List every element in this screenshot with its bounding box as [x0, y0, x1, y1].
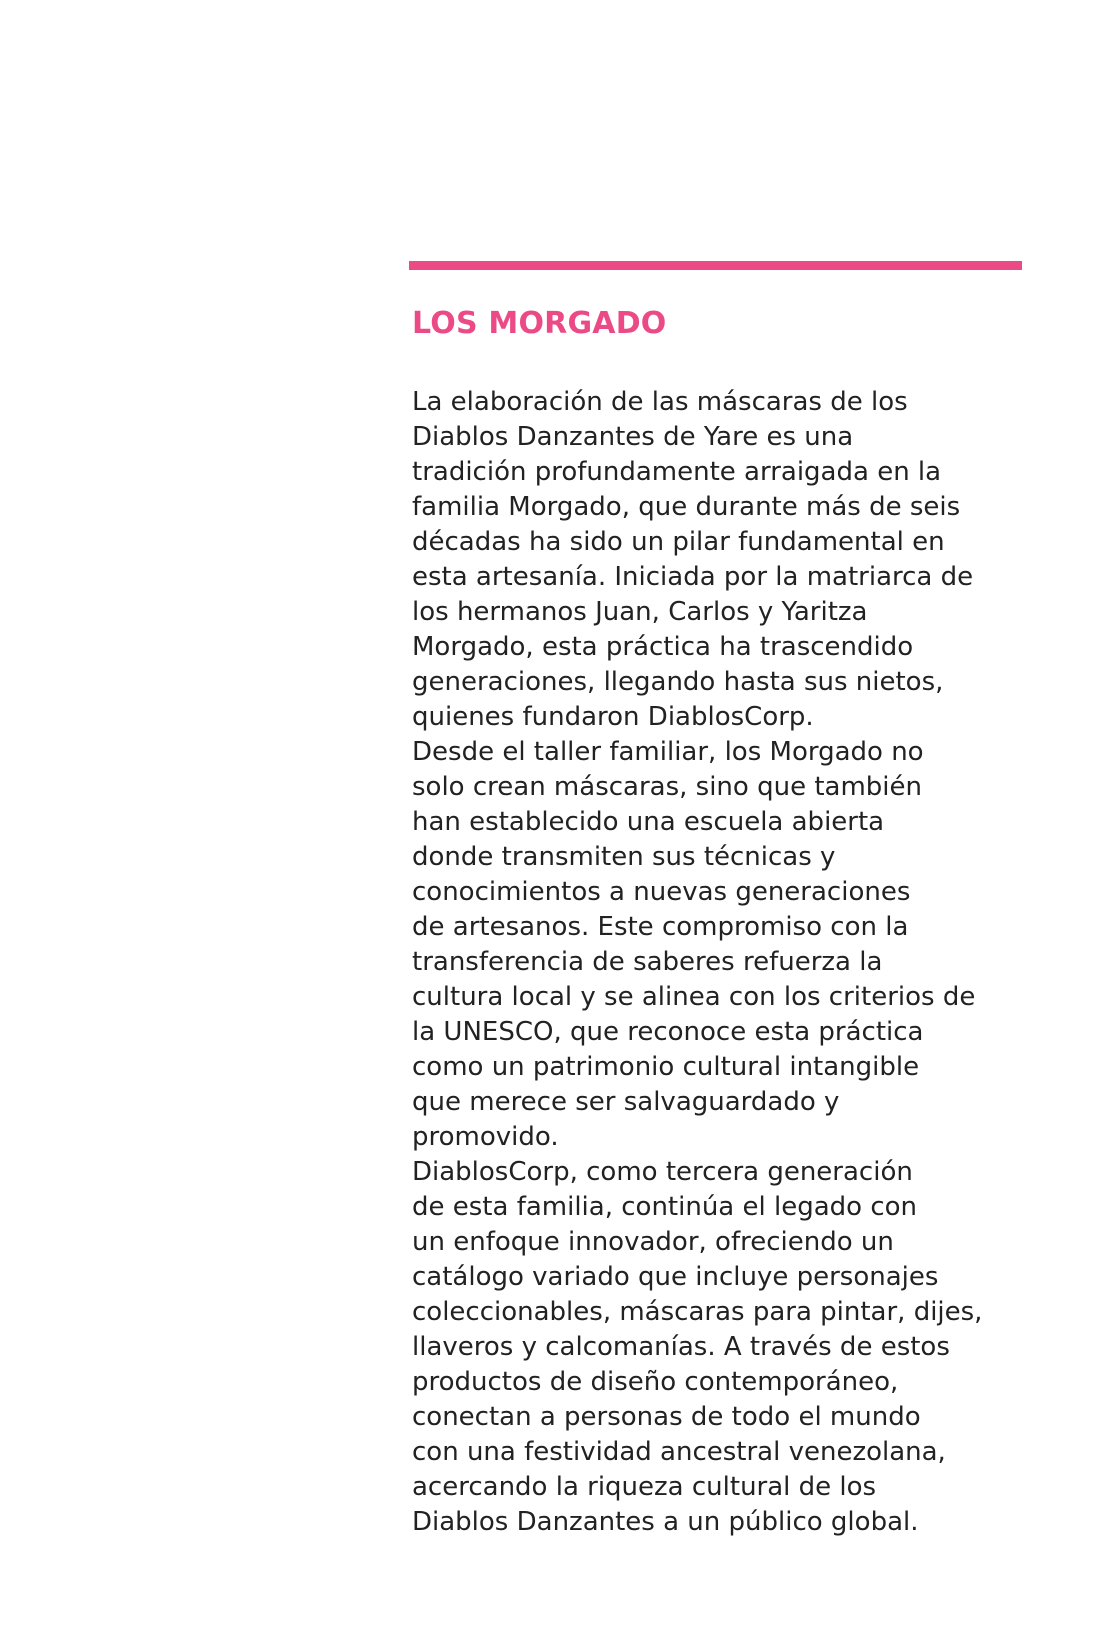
body-line: conectan a personas de todo el mundo: [412, 1402, 921, 1432]
body-line: con una festividad ancestral venezolana,: [412, 1437, 946, 1467]
body-line: generaciones, llegando hasta sus nietos,: [412, 667, 944, 697]
body-line: DiablosCorp, como tercera generación: [412, 1157, 913, 1187]
body-line: quienes fundaron DiablosCorp.: [412, 702, 814, 732]
body-line: como un patrimonio cultural intangible: [412, 1052, 920, 1082]
body-line: La elaboración de las máscaras de los: [412, 387, 908, 417]
body-line: Morgado, esta práctica ha trascendido: [412, 632, 914, 662]
body-line: llaveros y calcomanías. A través de estos: [412, 1332, 950, 1362]
body-line: donde transmiten sus técnicas y: [412, 842, 836, 872]
body-line: la UNESCO, que reconoce esta práctica: [412, 1017, 924, 1047]
body-line: productos de diseño contemporáneo,: [412, 1367, 899, 1397]
body-line: Desde el taller familiar, los Morgado no: [412, 737, 924, 767]
body-line: acercando la riqueza cultural de los: [412, 1472, 877, 1502]
body-line: Diablos Danzantes de Yare es una: [412, 422, 854, 452]
body-text: [412, 385, 1022, 1540]
body-line: Diablos Danzantes a un público global.: [412, 1507, 919, 1537]
body-line: de artesanos. Este compromiso con la: [412, 912, 909, 942]
body-line: solo crean máscaras, sino que también: [412, 772, 922, 802]
body-line: han establecido una escuela abierta: [412, 807, 885, 837]
body-line: los hermanos Juan, Carlos y Yaritza: [412, 597, 868, 627]
body-line: coleccionables, máscaras para pintar, dijes,: [412, 1297, 983, 1327]
body-line: conocimientos a nuevas generaciones: [412, 877, 911, 907]
body-line: que merece ser salvaguardado y: [412, 1087, 840, 1117]
section-title: LOS MORGADO: [412, 306, 667, 341]
body-line: un enfoque innovador, ofreciendo un: [412, 1227, 894, 1257]
body-line: promovido.: [412, 1122, 559, 1152]
body-line: esta artesanía. Iniciada por la matriarca de: [412, 562, 974, 592]
body-line: transferencia de saberes refuerza la: [412, 947, 883, 977]
body-line: décadas ha sido un pilar fundamental en: [412, 527, 945, 557]
body-line: de esta familia, continúa el legado con: [412, 1192, 917, 1222]
body-line: tradición profundamente arraigada en la: [412, 457, 942, 487]
body-line: familia Morgado, que durante más de seis: [412, 492, 961, 522]
body-line: catálogo variado que incluye personajes: [412, 1262, 939, 1292]
accent-divider: [409, 261, 1022, 270]
body-line: cultura local y se alinea con los criterios de: [412, 982, 976, 1012]
